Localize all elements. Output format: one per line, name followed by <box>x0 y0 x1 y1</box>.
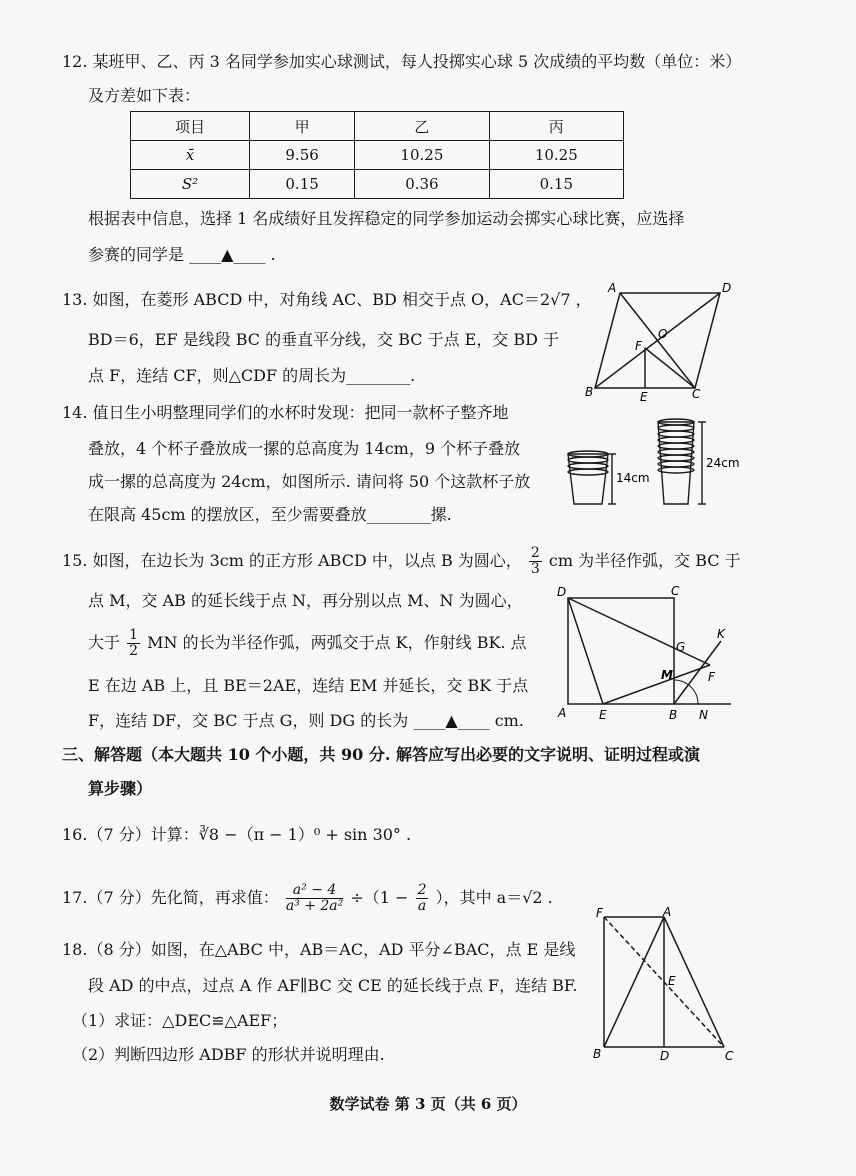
table-cell: 10.25 <box>489 141 623 170</box>
table-header-cell: 项目 <box>131 112 250 141</box>
q15-line3-b: MN 的长为半径作弧，两弧交于点 K，作射线 BK. 点 <box>147 633 527 652</box>
segment-cf <box>645 348 695 388</box>
table-header-cell: 乙 <box>355 112 489 141</box>
section3-line1: 三、解答题（本大题共 10 个小题，共 90 分. 解答应写出必要的文字说明、证明过程或演 <box>62 745 700 764</box>
frac-den: 2 <box>129 643 139 659</box>
q15-line4: E 在边 AB 上，且 BE＝2AE，连结 EM 并延长，交 BK 于点 <box>88 676 529 695</box>
label-c: C <box>725 1049 734 1063</box>
label-n: N <box>699 708 708 722</box>
label-a: A <box>608 281 617 295</box>
q15-line3 <box>88 628 527 659</box>
q14-line1: 14. 值日生小明整理同学们的水杯时发现：把同一款杯子整齐地 <box>62 403 509 422</box>
label-b: B <box>585 385 594 399</box>
label-e: E <box>640 390 648 403</box>
segment-ef <box>603 665 710 704</box>
label-24cm: 24cm <box>706 456 740 470</box>
label-c: C <box>692 387 701 401</box>
label-d: D <box>660 1049 670 1063</box>
label-e: E <box>668 974 676 988</box>
section3-line2: 算步骤） <box>88 779 153 798</box>
q18-line4: （2）判断四边形 ADBF 的形状并说明理由. <box>72 1045 385 1064</box>
cups-figure <box>560 412 750 512</box>
q17-middle: ÷（1 − <box>350 888 409 907</box>
q13-line3: 点 F，连结 CF，则△CDF 的周长为________. <box>88 366 416 385</box>
rhombus-figure <box>580 278 740 403</box>
label-b: B <box>669 708 678 722</box>
frac-num: 2 <box>417 882 427 898</box>
label-g: G <box>676 640 686 654</box>
square-figure <box>553 583 743 723</box>
q17-line <box>62 883 553 914</box>
q18-line1: 18.（8 分）如图，在△ABC 中，AB＝AC，AD 平分∠BAC，点 E 是线 <box>62 940 576 959</box>
triangle-figure <box>588 905 743 1065</box>
frac-den: a³ + 2a² <box>285 898 344 914</box>
score-table <box>130 111 624 199</box>
table-cell: x̄ <box>131 141 250 170</box>
fraction-two-thirds <box>529 546 542 577</box>
frac-num: a² − 4 <box>286 883 343 899</box>
table-cell: S² <box>131 170 250 199</box>
label-a: A <box>663 905 672 919</box>
q14-line3: 成一摞的总高度为 24cm，如图所示. 请问将 50 个这款杯子放 <box>88 472 531 491</box>
label-k: K <box>717 627 725 641</box>
q18-line2: 段 AD 的中点，过点 A 作 AF∥BC 交 CE 的延长线于点 F，连结 BF. <box>88 976 578 995</box>
table-header-cell: 丙 <box>489 112 623 141</box>
q14-line2: 叠放，4 个杯子叠放成一摞的总高度为 14cm，9 个杯子叠放 <box>88 439 521 458</box>
table-header-cell: 甲 <box>250 112 355 141</box>
q12-line1: 12. 某班甲、乙、丙 3 名同学参加实心球测试，每人投掷实心球 5 次成绩的平均数（单位：米） <box>62 52 742 71</box>
label-14cm: 14cm <box>616 471 650 485</box>
q13-line2: BD＝6，EF 是线段 BC 的垂直平分线，交 BC 于点 E，交 BD 于 <box>88 330 560 349</box>
q17-fraction-1 <box>286 883 343 914</box>
table-cell: 0.15 <box>489 170 623 199</box>
cup-stack-large <box>658 422 694 504</box>
q12-line2: 及方差如下表： <box>88 86 201 105</box>
square-abcd <box>568 598 674 704</box>
segment-df <box>568 598 710 665</box>
segment-de <box>568 598 603 704</box>
q12-line4: 参赛的同学是 ____▲____ . <box>88 245 276 264</box>
label-d: D <box>722 281 732 295</box>
table-cell: 9.56 <box>250 141 355 170</box>
q18-line3: （1）求证：△DEC≌△AEF； <box>72 1011 288 1030</box>
q16-text: 16.（7 分）计算：∛8 −（π − 1）⁰ + sin 30° . <box>62 825 412 844</box>
table-cell: 0.36 <box>355 170 489 199</box>
label-d: D <box>557 585 567 599</box>
q15-line2: 点 M，交 AB 的延长线于点 N，再分别以点 M、N 为圆心， <box>88 591 523 610</box>
q15-line5: F，连结 DF，交 BC 于点 G，则 DG 的长为 ____▲____ cm. <box>88 711 524 730</box>
q17-suffix: ），其中 a＝√2 . <box>435 888 553 907</box>
fraction-one-half <box>127 628 140 659</box>
label-e: E <box>599 708 607 722</box>
frac-den: 3 <box>530 561 540 577</box>
q12-line3: 根据表中信息，选择 1 名成绩好且发挥稳定的同学参加运动会掷实心球比赛，应选择 <box>88 209 685 228</box>
label-f: F <box>635 339 642 353</box>
label-f: F <box>708 670 715 684</box>
q17-prefix: 17.（7 分）先化简，再求值： <box>62 888 279 907</box>
frac-num: 2 <box>530 545 540 561</box>
label-f: F <box>596 906 603 920</box>
segment-ab <box>604 917 664 1047</box>
table-header-row <box>131 112 624 141</box>
table-row <box>131 141 624 170</box>
q13-line1: 13. 如图，在菱形 ABCD 中，对角线 AC、BD 相交于点 O，AC＝2√7 ， <box>62 290 592 309</box>
label-o: O <box>658 327 668 341</box>
table-row <box>131 170 624 199</box>
table-cell: 10.25 <box>355 141 489 170</box>
frac-den: a <box>417 898 427 914</box>
label-m: M <box>661 668 673 682</box>
q15-line3-a: 大于 <box>88 633 121 652</box>
table-cell: 0.15 <box>250 170 355 199</box>
q14-line4: 在限高 45cm 的摆放区，至少需要叠放________摞. <box>88 505 452 524</box>
label-a: A <box>558 706 567 720</box>
frac-num: 1 <box>129 627 139 643</box>
q17-fraction-2 <box>416 883 429 914</box>
q15-line1 <box>62 546 741 577</box>
label-c: C <box>671 584 680 598</box>
label-b: B <box>593 1047 602 1061</box>
q15-line1-b: cm 为半径作弧，交 BC 于 <box>548 551 741 570</box>
q15-line1-a: 15. 如图，在边长为 3cm 的正方形 ABCD 中，以点 B 为圆心， <box>62 551 522 570</box>
page-footer: 数学试卷 第 3 页（共 6 页） <box>329 1095 527 1113</box>
